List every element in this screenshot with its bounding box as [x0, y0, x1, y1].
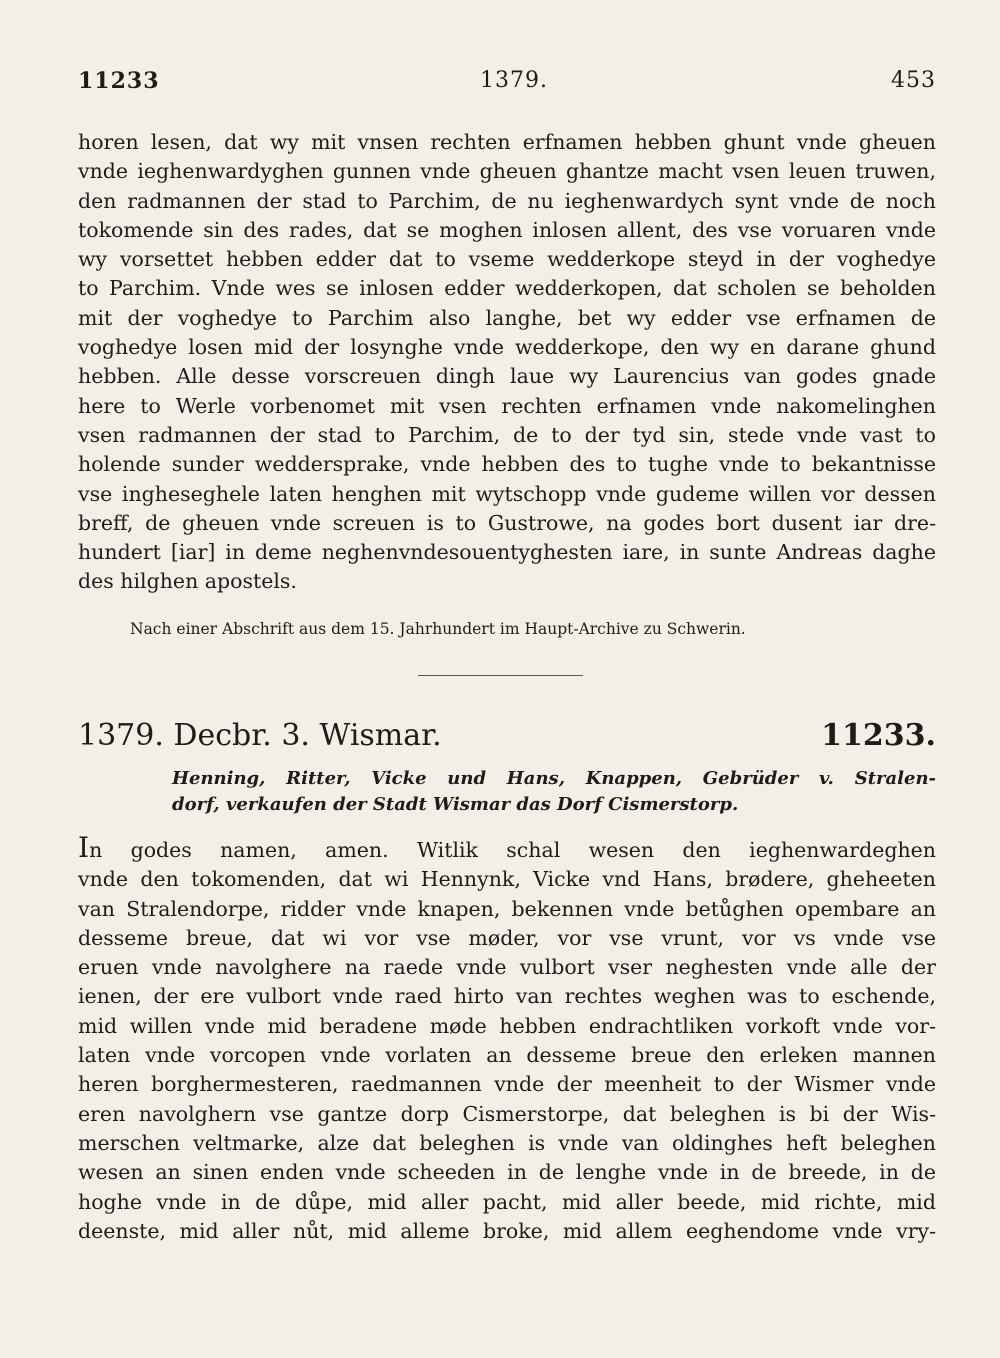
text-line: horen lesen, dat wy mit vnsen rechten erfnamen hebben ghunt vnde gheuen — [78, 130, 936, 154]
text-line: vnde den tokomenden, dat wi Hennynk, Vicke vnd Hans, brødere, gheheeten — [78, 867, 936, 892]
header-doc-number: 11233 — [78, 68, 160, 94]
source-note: Nach einer Abschrift aus dem 15. Jahrhundert im Haupt-Archive zu Schwerin. — [130, 620, 746, 638]
document-heading — [78, 718, 936, 762]
text-line: here to Werle vorbenomet mit vsen rechten erfnamen vnde nakomelinghen — [78, 393, 936, 418]
header-page-number: 453 — [891, 68, 936, 93]
text-line: laten vnde vorcopen vnde vorlaten an desseme breue den erleken mannen — [78, 1043, 936, 1068]
initial-letter: I — [78, 831, 90, 864]
regest-line: dorf, verkaufen der Stadt Wismar das Dorf Cismerstorp. — [172, 794, 739, 815]
page-header — [78, 68, 936, 98]
text-line: wesen an sinen enden vnde scheeden in de lenghe vnde in de breede, in de — [78, 1160, 936, 1185]
text-line: des hilghen apostels. — [78, 569, 297, 594]
text-line: vnde ieghenwardyghen gunnen vnde gheuen ghantze macht vsen leuen truwen, — [78, 159, 936, 184]
text-line: den radmannen der stad to Parchim, de nu ieghenwardych synt vnde de noch — [78, 188, 936, 213]
text-line: voghedye losen mid der losynghe vnde wedderkope, den wy en darane ghund — [78, 335, 936, 360]
document-number: 11233. — [821, 718, 936, 753]
text-line: heren borghermesteren, raedmannen vnde der meenheit to der Wismer vnde — [78, 1072, 936, 1097]
continuation-text — [78, 128, 936, 597]
section-divider — [418, 675, 583, 676]
document-regest — [172, 766, 936, 818]
regest-line: Henning, Ritter, Vicke und Hans, Knappen, Gebrüder v. Stralen- — [172, 768, 936, 789]
text-line: eren navolghern vse gantze dorp Cismerstorpe, dat beleghen is bi der Wis- — [78, 1101, 936, 1126]
text-line: breff, de gheuen vnde screuen is to Gustrowe, na godes bort dusent iar dre- — [78, 510, 936, 535]
text-line: merschen veltmarke, alze dat beleghen is vnde van oldinghes heft beleghen — [78, 1130, 936, 1155]
document-date-place: 1379. Decbr. 3. Wismar. — [78, 718, 442, 753]
text-line: vse ingheseghele laten henghen mit wytschopp vnde gudeme willen vor dessen — [78, 481, 936, 506]
text-line: mid willen vnde mid beradene møde hebben endrachtliken vorkoft vnde vor- — [78, 1013, 936, 1038]
text-line: eruen vnde navolghere na raede vnde vulbort vser neghesten vnde alle der — [78, 955, 936, 980]
text-line: to Parchim. Vnde wes se inlosen edder wedderkopen, dat scholen se beholden — [78, 276, 936, 301]
text-line: hundert [iar] in deme neghenvndesouentyghesten iare, in sunte Andreas daghe — [78, 540, 936, 565]
text-line: vsen radmannen der stad to Parchim, de to der tyd sin, stede vnde vast to — [78, 422, 936, 447]
text-line: holende sunder weddersprake, vnde hebben des to tughe vnde to bekantnisse — [78, 452, 936, 477]
text-line: van Stralendorpe, ridder vnde knapen, bekennen vnde betůghen opembare an — [78, 896, 936, 921]
header-year: 1379. — [480, 68, 548, 93]
text-line: ienen, der ere vulbort vnde raed hirto van rechtes weghen was to eschende, — [78, 984, 936, 1009]
text-line: hebben. Alle desse vorscreuen dingh laue wy Laurencius van godes gnade — [78, 364, 936, 389]
document-text — [78, 831, 936, 1246]
text-line: hoghe vnde in de důpe, mid aller pacht, mid aller beede, mid richte, mid — [78, 1189, 936, 1214]
first-line-text: n godes namen, amen. Witlik schal wesen den ieghenwardeghen — [89, 838, 936, 862]
text-line: mit der voghedye to Parchim also langhe, bet wy edder vse erfnamen de — [78, 305, 936, 330]
text-line: tokomende sin des rades, dat se moghen inlosen allent, des vse voruaren vnde — [78, 217, 936, 242]
text-line: deenste, mid aller nůt, mid alleme broke, mid allem eeghendome vnde vry- — [78, 1218, 936, 1243]
text-line: desseme breue, dat wi vor vse møder, vor vse vrunt, vor vs vnde vse — [78, 925, 936, 950]
text-line: wy vorsettet hebben edder dat to vseme wedderkope steyd in der voghedye — [78, 247, 936, 272]
text-line-first — [78, 831, 936, 865]
